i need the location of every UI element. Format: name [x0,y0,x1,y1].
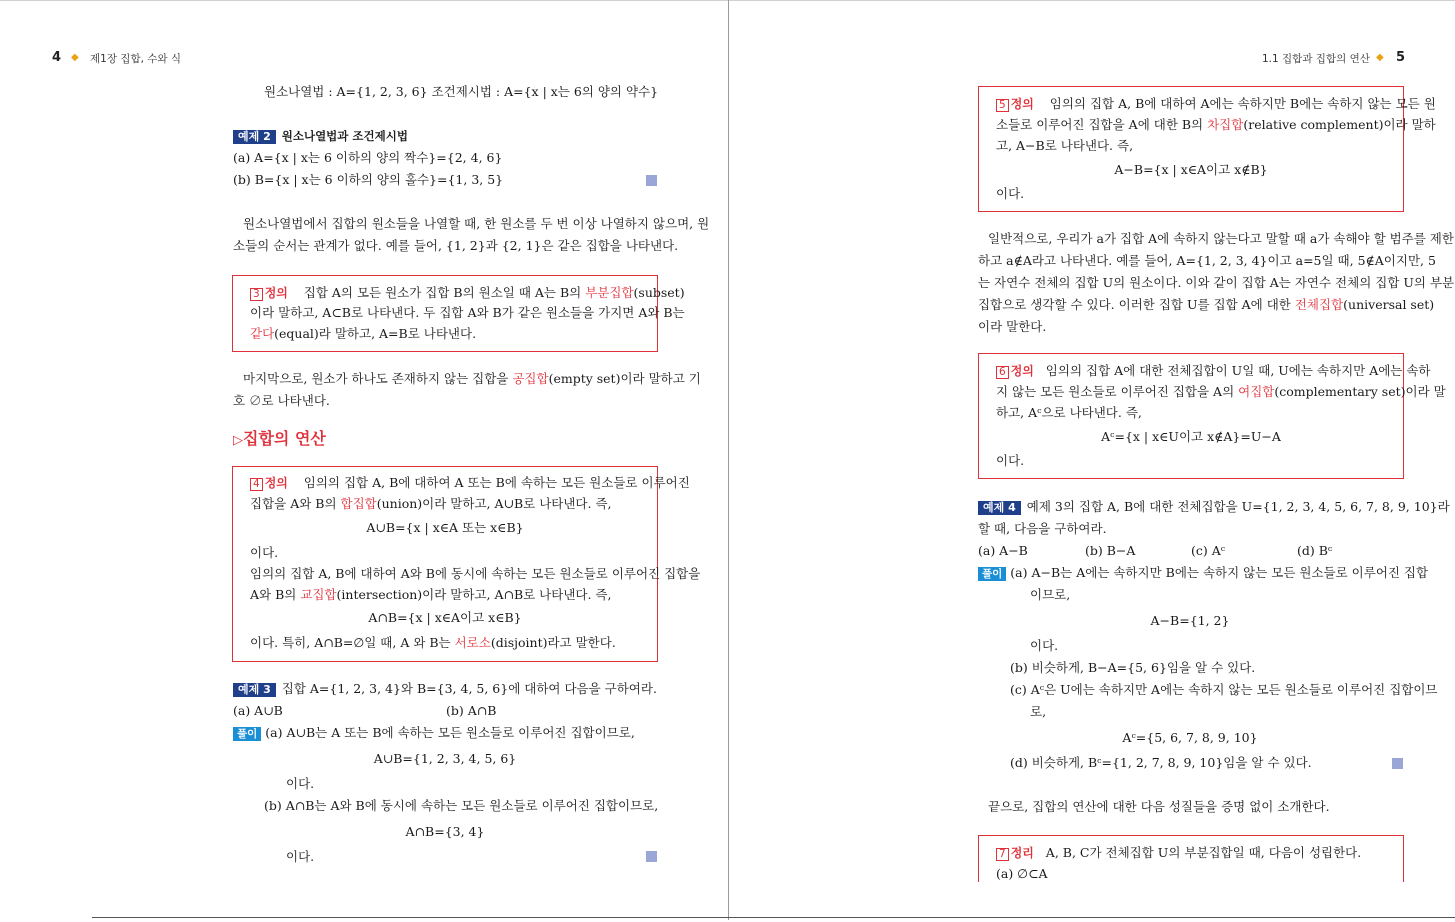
def-number: 4 [250,478,263,491]
example4-sol-c2: 로, [1030,704,1047,719]
def4-line4: 임의의 집합 A, B에 대하여 A와 B에 동시에 속하는 모든 원소들로 이루어진 집합을 [250,566,701,581]
para2-line1 [243,368,701,390]
def-number: 6 [996,366,1009,379]
example4-eq-a: A−B={1, 2} [1150,613,1230,628]
def-number: 5 [996,99,1009,112]
def4-text: A와 B의 [250,587,301,602]
def4-line5 [250,584,611,606]
def3-line3 [250,323,476,345]
def6-eq: Aᶜ={x | x∈U이고 x∉A}=U−A [1101,429,1281,444]
def3-line1 [250,282,685,304]
def5-line3: 고, A−B로 나타낸다. 즉, [996,138,1134,153]
r-para1-line2: 하고 a∉A라고 나타낸다. 예를 들어, A={1, 2, 3, 4}이고 a=5일 때, 5∉A이지만, 5 [978,253,1436,268]
example4-qb: (b) B−A [1085,543,1136,558]
def6-text: (complementary set)이라 말 [1274,384,1446,399]
solution-badge: 풀이 [233,727,261,741]
para2-text: 마지막으로, 원소가 하나도 존재하지 않는 집합을 [243,371,513,386]
example3-sol-b: (b) A∩B는 A와 B에 동시에 속하는 모든 원소들로 이루어진 집합이므로, [264,798,659,813]
page-gutter [728,0,729,920]
r-para1-text: (universal set) [1343,297,1435,312]
term-intersection: 교집합 [300,587,337,602]
def3-text: (equal)라 말하고, A=B로 나타낸다. [274,326,477,341]
r-para1-line1: 일반적으로, 우리가 a가 집합 A에 속하지 않는다고 말할 때 a가 속해야 할 범주를 제한 [988,231,1454,246]
para2-line2: 호 ∅로 나타낸다. [233,393,330,408]
def5-line2 [996,114,1436,136]
term-complement: 여집합 [1238,384,1275,399]
example3-eq-b: A∩B={3, 4} [405,824,485,839]
end-mark-icon [646,175,657,186]
def5-line1 [996,93,1436,115]
chapter-header: 제1장 집합, 수와 식 [90,53,182,65]
def5-text: 소들로 이루어진 집합을 A에 대한 B의 [996,117,1208,132]
end-mark-icon [646,851,657,862]
def4-eq2: A∩B={x | x∈A이고 x∈B} [368,610,522,625]
example2-b: (b) B={x | x는 6 이하의 양의 홀수}={1, 3, 5} [233,172,504,187]
def6-line4: 이다. [996,453,1025,468]
page-cutoff [976,882,1406,922]
r-para1-line4 [978,294,1434,316]
def5-eq: A−B={x | x∈A이고 x∉B} [1114,162,1268,177]
r-para1-line3: 는 자연수 전체의 집합 U의 원소이다. 이와 같이 집합 A는 자연수 전체의 집합 U의 부분 [978,275,1455,290]
thm7-text: A, B, C가 전체집합 U의 부분집합일 때, 다음이 성립한다. [1045,845,1362,860]
term-empty-set: 공집합 [512,371,549,386]
intro-line: 원소나열법 : A={1, 2, 3, 6} 조건제시법 : A={x | x는 6의 양의 약수} [264,84,659,99]
term-union: 합집합 [340,496,377,511]
term-universal-set: 전체집합 [1294,297,1344,312]
para2-text: (empty set)이라 말하고 기 [548,371,701,386]
def4-text: (union)이라 말하고, A∪B로 나타낸다. 즉, [376,496,612,511]
term-equal: 같다 [250,326,275,341]
def6-line2 [996,381,1446,403]
solution-badge: 풀이 [978,567,1006,581]
def4-line6 [250,632,616,654]
def4-line1 [250,472,690,494]
term-relative-complement: 차집합 [1207,117,1244,132]
page-number-left: 4 [52,50,62,65]
def6-text: 임의의 집합 A에 대한 전체집합이 U일 때, U에는 속하지만 A에는 속하 [1045,363,1431,378]
example3-ida1: 이다. [286,776,315,791]
example3-header [233,678,657,700]
def5-text: 임의의 집합 A, B에 대하여 A에는 속하지만 B에는 속하지 않는 모든 원 [1049,96,1436,111]
example-badge: 예제 4 [978,501,1021,515]
example4-qa: (a) A−B [978,543,1028,558]
def5-line4: 이다. [996,186,1025,201]
def4-text: 집합을 A와 B의 [250,496,341,511]
def3-text: (subset) [633,285,685,300]
example3-ida2: 이다. [286,849,315,864]
example3-qa: (a) A∪B [233,703,283,718]
diamond-icon: ◆ [1376,52,1384,63]
para1-line2: 소들의 순서는 관계가 없다. 예를 들어, {1, 2}과 {2, 1}은 같은 집합을 나타낸다. [233,238,679,253]
def4-text: 이다. 특히, A∩B=∅일 때, A 와 B는 [250,635,455,650]
r-para1-text: 집합으로 생각할 수 있다. 이러한 집합 U를 집합 A에 대한 [978,297,1295,312]
thm7-a: (a) ∅⊂A [996,866,1048,881]
triangle-icon: ▷ [233,433,243,448]
example4-line1 [978,496,1450,518]
def6-line3: 하고, Aᶜ으로 나타낸다. 즉, [996,405,1142,420]
def4-line2 [250,493,612,515]
def-label: 정의 [1010,364,1034,378]
example4-eq-c: Aᶜ={5, 6, 7, 8, 9, 10} [1122,730,1258,745]
term-subset: 부분집합 [585,285,634,300]
bottom-rule-front [92,917,1455,918]
section-heading [233,426,326,449]
thm-number: 7 [996,848,1009,861]
example3-text: 집합 A={1, 2, 3, 4}와 B={3, 4, 5, 6}에 대하여 다음을 구하여라. [281,681,657,696]
def6-line1 [996,360,1431,382]
example-title: 원소나열법과 조건제시법 [281,129,408,143]
r-para1-line5: 이라 말한다. [978,319,1047,334]
def-label: 정의 [264,286,288,300]
term-disjoint: 서로소 [454,635,491,650]
def4-text: (intersection)이라 말하고, A∩B로 나타낸다. 즉, [336,587,612,602]
def5-text: (relative complement)이라 말하 [1243,117,1436,132]
end-mark-icon [1392,758,1403,769]
example4-line2: 할 때, 다음을 구하여라. [978,521,1107,536]
example4-sol-a2: 이므로, [1030,587,1071,602]
example4-text: 예제 3의 집합 A, B에 대한 전체집합을 U={1, 2, 3, 4, 5, 6, 7, 8, 9, 10}라 [1026,499,1450,514]
def4-text: 임의의 집합 A, B에 대하여 A 또는 B에 속하는 모든 원소들로 이루어진 [303,475,690,490]
example4-qc: (c) Aᶜ [1191,543,1226,558]
page-number-right: 5 [1396,50,1406,65]
example3-qb: (b) A∩B [446,703,497,718]
solution-text: (a) A−B는 A에는 속하지만 B에는 속하지 않는 모든 원소들로 이루어진 집합 [1010,565,1429,580]
example4-sol-a1 [978,562,1428,584]
example2-header [233,125,408,147]
section-header: 1.1 집합과 집합의 연산 [1262,53,1370,65]
example-badge: 예제 3 [233,683,276,697]
example4-qd: (d) Bᶜ [1297,543,1333,558]
thm-label: 정리 [1010,846,1034,860]
example-badge: 예제 2 [233,130,276,144]
example4-sol-d: (d) 비슷하게, Bᶜ={1, 2, 7, 8, 9, 10}임을 알 수 있다. [1010,755,1312,770]
def4-line3: 이다. [250,545,279,560]
thm7-line1 [996,842,1361,864]
solution-text: (a) A∪B는 A 또는 B에 속하는 모든 원소들로 이루어진 집합이므로, [265,725,635,740]
diamond-icon: ◆ [71,52,79,63]
example3-sol-a [233,722,635,744]
def6-text: 지 않는 모든 원소들로 이루어진 집합을 A의 [996,384,1239,399]
example4-sol-b: (b) 비슷하게, B−A={5, 6}임을 알 수 있다. [1010,660,1256,675]
def4-text: (disjoint)라고 말한다. [490,635,616,650]
example2-a: (a) A={x | x는 6 이하의 양의 짝수}={2, 4, 6} [233,150,503,165]
r-para2: 끝으로, 집합의 연산에 대한 다음 성질들을 증명 없이 소개한다. [988,799,1330,814]
example3-eq-a: A∪B={1, 2, 3, 4, 5, 6} [373,751,517,766]
section-title: 집합의 연산 [243,429,326,448]
def-label: 정의 [1010,97,1034,111]
def4-eq1: A∪B={x | x∈A 또는 x∈B} [366,520,524,535]
def-label: 정의 [264,476,288,490]
example4-ida: 이다. [1030,638,1059,653]
def3-line2: 이라 말하고, A⊂B로 나타낸다. 두 집합 A와 B가 같은 원소들을 가지면 A와 B는 [250,305,685,320]
def3-text: 집합 A의 모든 원소가 집합 B의 원소일 때 A는 B의 [303,285,586,300]
para1-line1: 원소나열법에서 집합의 원소들을 나열할 때, 한 원소를 두 번 이상 나열하지 않으며, 원 [243,216,710,231]
example4-sol-c1: (c) Aᶜ은 U에는 속하지만 A에는 속하지 않는 모든 원소들로 이루어진 집합이므 [1010,682,1438,697]
def-number: 3 [250,288,263,301]
